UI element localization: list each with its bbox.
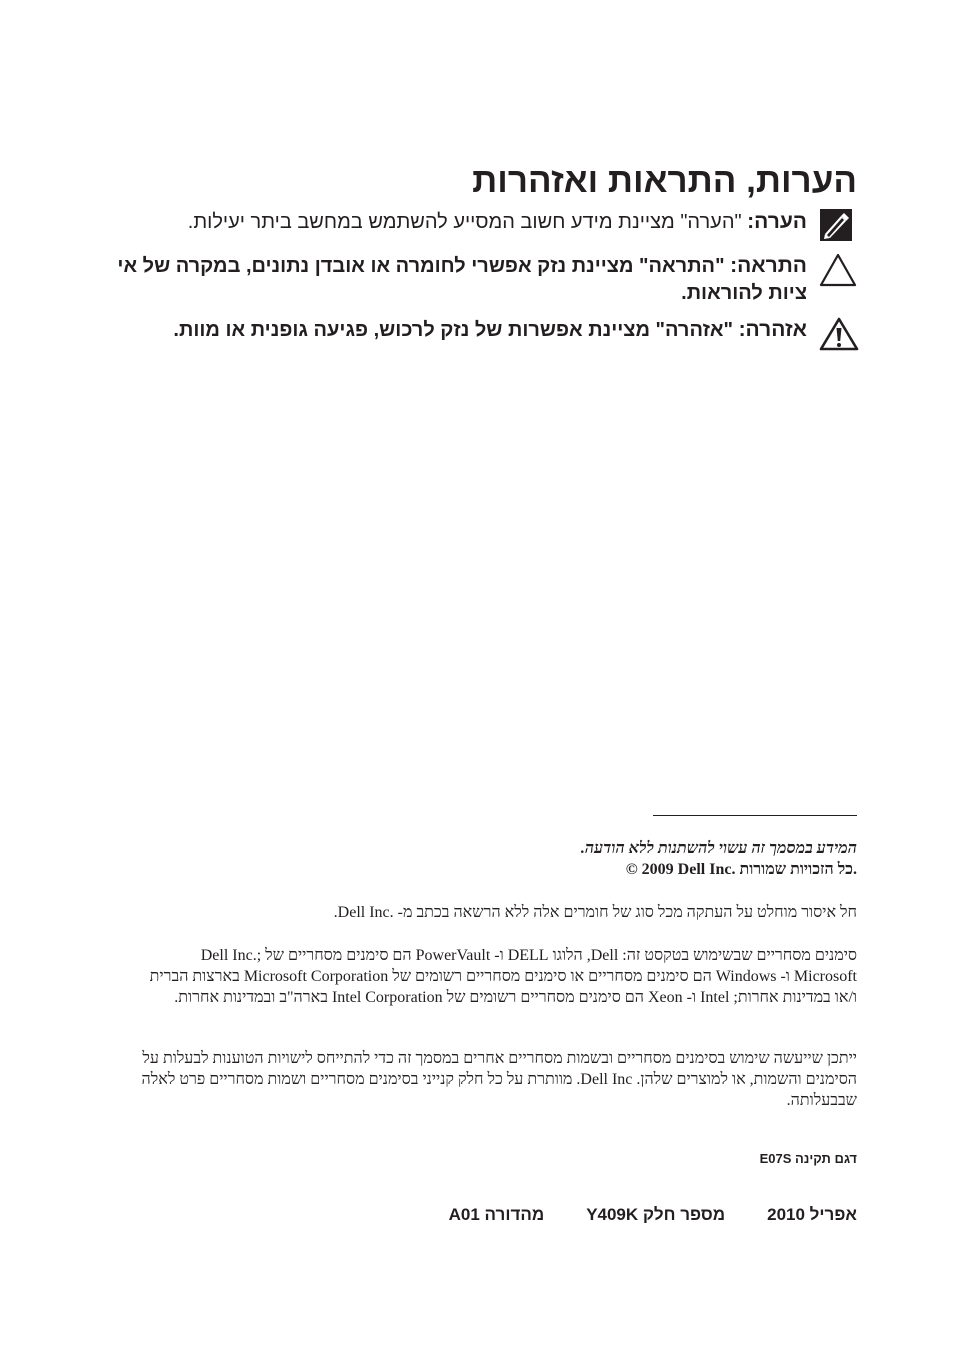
warning-block <box>117 316 857 354</box>
part-number: מספר חלק Y409K <box>586 1205 726 1224</box>
revision: מהדורה A01 <box>448 1205 545 1224</box>
caution-body: "התראה" מציינת נזק אפשרי לחומרה או אובדן נתונים, במקרה של אי ציות להוראות. <box>117 255 807 304</box>
caution-block <box>117 252 857 307</box>
note-pencil-icon <box>819 208 857 246</box>
note-body: "הערה" מציינת מידע חשוב המסייע להשתמש במחשב ביתר יעילות. <box>187 211 742 233</box>
warning-text <box>117 316 807 344</box>
warning-body: "אזהרה" מציינת אפשרות של נזק לרכוש, פגיעה גופנית או מוות. <box>173 319 733 341</box>
trademarks-paragraph: סימנים מסחריים שבשימוש בטקסט זה: Dell, הלוגו DELL ו- PowerVault הם סימנים מסחריים של Dell Inc.; Microsoft ו- Windows הם סימנים מסחריים או סימנים מסחריים רשומים של Microsoft Corporation בארצות הברית ו/או במדינות אחרות; Intel ו- Xeon הם סימנים מסחריים רשומים של Intel Corporation בארה"ב ובמדינות אחרות. <box>149 947 857 1006</box>
caution-label: התראה: <box>730 254 807 277</box>
caution-triangle-icon <box>819 252 857 290</box>
regulatory-model: דגם תקינה E07S <box>759 1151 857 1166</box>
change-notice: המידע במסמך זה עשוי להשתנות ללא הודעה. <box>580 840 857 857</box>
warning-label: אזהרה: <box>738 318 807 341</box>
reproduction-notice: חל איסור מוחלט על העתקה מכל סוג של חומרים אלה ללא הרשאה בכתב מ- .Dell Inc. <box>333 904 857 921</box>
note-label: הערה: <box>747 210 807 233</box>
footnote-divider <box>653 815 857 816</box>
caution-text <box>117 252 807 307</box>
document-footer <box>449 1205 857 1225</box>
copyright-line: © 2009 Dell Inc. כל הזכויות שמורות. <box>625 861 857 878</box>
page-title: הערות, התראות ואזהרות <box>472 161 857 200</box>
disclaimer-paragraph: ייתכן שייעשה שימוש בסימנים מסחריים ובשמות מסחריים אחרים במסמך זה כדי להתייחס לישויות הטוענות לבעלות על הסימנים והשמות, או למוצרים שלהן. Dell Inc. מוותרת על כל חלק קנייני בסימנים מסחריים ושמות מסחריים פרט לאלה שבבעלותה. <box>141 1050 857 1109</box>
release-date: אפריל 2010 <box>767 1205 857 1224</box>
note-text <box>117 208 807 236</box>
warning-exclamation-icon <box>819 316 857 354</box>
note-block <box>117 208 857 246</box>
